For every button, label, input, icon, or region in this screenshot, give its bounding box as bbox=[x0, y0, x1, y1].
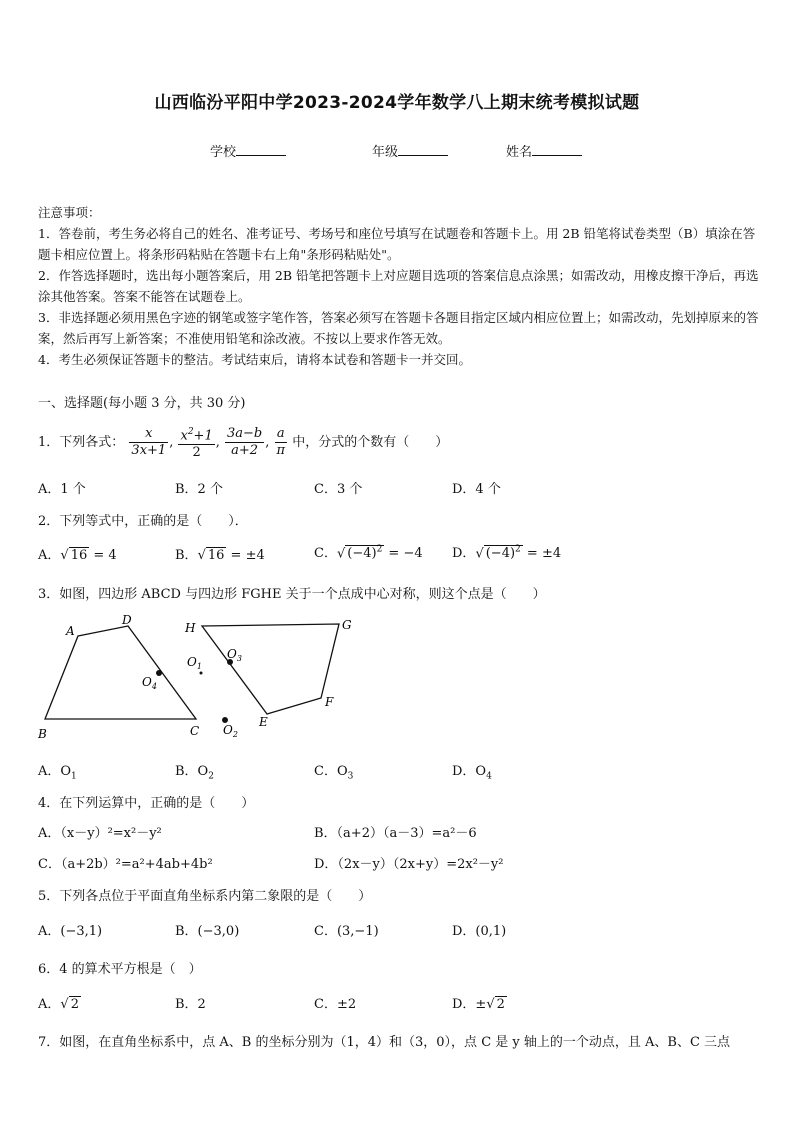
q6-option-d[interactable] bbox=[452, 993, 507, 1012]
point-o4-label: $O_4$ bbox=[142, 675, 157, 691]
q2-option-b-label: B． bbox=[175, 548, 198, 563]
vertex-f-label: F bbox=[325, 695, 334, 709]
q5-option-d[interactable]: D．(0,1) bbox=[452, 924, 507, 939]
q2-option-a-label: A． bbox=[38, 548, 61, 563]
q3-option-a-sub: 1 bbox=[71, 771, 77, 782]
q1-option-c[interactable]: C．3 个 bbox=[314, 482, 363, 497]
q1-prefix: 1．下列各式： bbox=[38, 435, 125, 451]
q5-option-c[interactable]: C．(3,−1) bbox=[314, 924, 379, 939]
grade-field[interactable] bbox=[372, 141, 448, 160]
vertex-a-label: A bbox=[66, 624, 75, 638]
point-o1-label: $O_1$ bbox=[187, 655, 202, 671]
school-field[interactable] bbox=[210, 141, 286, 160]
q3-option-b-sub: 2 bbox=[208, 771, 214, 782]
vertex-h-label: H bbox=[185, 621, 196, 635]
q2-option-c[interactable]: C．√ $(-4)^2 = -4$ bbox=[314, 544, 423, 561]
question-2: 2．下列等式中，正确的是（ ）． bbox=[38, 514, 248, 529]
q4-option-a[interactable]: A．（x－y）²=x²－y² bbox=[38, 826, 162, 841]
q3-option-c[interactable] bbox=[314, 760, 353, 782]
quadrilateral-fghe bbox=[202, 624, 339, 714]
q3-option-d-text: D．O bbox=[452, 764, 487, 779]
q3-option-b[interactable] bbox=[175, 760, 214, 782]
sqrt-expression: √ 2 bbox=[60, 997, 79, 1012]
vertex-b-label: B bbox=[38, 727, 47, 741]
vertex-g-label: G bbox=[342, 618, 352, 632]
grade-blank[interactable] bbox=[398, 142, 448, 156]
q3-option-c-text: C．O bbox=[314, 764, 348, 779]
question-3: 3．如图，四边形 ABCD 与四边形 FGHE 关于一个点成中心对称，则这个点是（ ） bbox=[38, 587, 546, 602]
student-info-row bbox=[0, 141, 794, 161]
notes-heading: 注意事项： bbox=[38, 205, 101, 220]
name-label: 姓名 bbox=[506, 145, 533, 160]
fraction-4: $\frac{a}{\pi}$ bbox=[276, 426, 286, 459]
exam-title: 山西临汾平阳中学2023-2024学年数学八上期末统考模拟试题 bbox=[154, 93, 640, 113]
question-4: 4．在下列运算中，正确的是（ ） bbox=[38, 796, 255, 811]
point-o4 bbox=[156, 670, 162, 676]
name-field[interactable] bbox=[506, 141, 582, 160]
point-o2-label: $O_2$ bbox=[223, 723, 238, 739]
q2-option-b[interactable]: B．√ 16 = ±4 bbox=[175, 548, 265, 563]
sqrt-expression: √ 16 bbox=[60, 548, 88, 563]
fraction-2: $\frac{x^2+1}{2}$ bbox=[178, 424, 214, 461]
section-heading: 一、选择题(每小题 3 分，共 30 分) bbox=[38, 396, 246, 411]
question-5: 5．下列各点位于平面直角坐标系内第二象限的是（ ） bbox=[38, 889, 372, 904]
q3-option-a-text: A．O bbox=[38, 764, 72, 779]
q4-option-b[interactable]: B．（a+2）（a－3）=a²－6 bbox=[314, 826, 477, 841]
sqrt-expression: √ 2 bbox=[486, 997, 505, 1012]
q1-option-b[interactable]: B．2 个 bbox=[175, 482, 223, 497]
q4-option-d[interactable]: D．（2x－y）（2x+y）=2x²－y² bbox=[314, 857, 504, 872]
note-item-1: 1．答卷前，考生务必将自己的姓名、准考证号、考场号和座位号填写在试题卷和答题卡上。用 2B 铅笔将试卷类型（B）填涂在答题卡相应位置上。将条形码粘贴在答题卡右上角"条形码粘贴处"。 bbox=[38, 226, 756, 262]
q5-option-b[interactable]: B．(−3,0) bbox=[175, 924, 240, 939]
q6-option-a-label: A． bbox=[38, 997, 61, 1012]
sqrt-expression: √ 16 bbox=[197, 548, 225, 563]
q4-option-c[interactable]: C．（a+2b）²=a²+4ab+4b² bbox=[38, 857, 213, 872]
q6-option-b[interactable]: B．2 bbox=[175, 997, 206, 1012]
q3-option-b-text: B．O bbox=[175, 764, 209, 779]
point-o1 bbox=[200, 672, 203, 675]
sqrt-expression: √ $(-4)^2$ bbox=[336, 544, 383, 561]
grade-label: 年级 bbox=[372, 145, 399, 160]
q3-option-d-sub: 4 bbox=[486, 771, 492, 782]
point-o3-label: $O_3$ bbox=[227, 647, 242, 663]
quadrilateral-figure bbox=[30, 608, 370, 748]
q3-option-a[interactable] bbox=[38, 760, 77, 782]
q1-option-d[interactable]: D．4 个 bbox=[452, 482, 501, 497]
note-item-2: 2．作答选择题时，选出每小题答案后，用 2B 铅笔把答题卡上对应题目选项的答案信息点涂黑；如需改动，用橡皮擦干净后，再选涂其他答案。答案不能答在试题卷上。 bbox=[38, 268, 759, 304]
q6-option-d-label: D．± bbox=[452, 997, 487, 1012]
q6-option-a[interactable] bbox=[38, 993, 81, 1012]
note-item-4: 4．考生必须保证答题卡的整洁。考试结束后，请将本试卷和答题卡一并交回。 bbox=[38, 352, 471, 367]
school-blank[interactable] bbox=[236, 142, 286, 156]
q2-option-a[interactable]: A．√ 16 = 4 bbox=[38, 548, 117, 563]
q2-option-d[interactable]: D．√ $(-4)^2 = \pm 4$ bbox=[452, 544, 562, 561]
quadrilateral-abcd bbox=[45, 626, 196, 719]
sqrt-expression: √ $(-4)^2$ bbox=[475, 544, 521, 561]
fraction-3: $\frac{3a-b}{a+2}$ bbox=[226, 426, 263, 459]
q1-suffix: 中，分式的个数有（ ） bbox=[292, 435, 449, 451]
q2-option-d-label: D． bbox=[452, 546, 476, 561]
question-1: 1．下列各式： $\frac{x}{3x+1}$ , $\frac{x^2+1}{2}$ , $\frac{3a-b}{a+2}$ , $\frac{a}{\pi}$ 中，分式的个数有（ ） bbox=[38, 424, 448, 461]
q2-option-c-label: C． bbox=[314, 546, 337, 561]
q5-option-a[interactable]: A．(−3,1) bbox=[38, 924, 103, 939]
vertex-e-label: E bbox=[259, 715, 268, 729]
question-6: 6．4 的算术平方根是（ ） bbox=[38, 962, 202, 977]
q3-option-c-sub: 3 bbox=[347, 771, 354, 782]
school-label: 学校 bbox=[210, 145, 237, 160]
vertex-c-label: C bbox=[190, 724, 200, 738]
exam-notes bbox=[38, 202, 760, 370]
question-7: 7．如图，在直角坐标系中，点 A、B 的坐标分别为（1，4）和（3，0），点 C 是 y 轴上的一个动点，且 A、B、C 三点 bbox=[38, 1035, 731, 1050]
fraction-1: $\frac{x}{3x+1}$ bbox=[131, 426, 167, 459]
vertex-d-label: D bbox=[122, 613, 132, 627]
q6-option-c[interactable]: C．±2 bbox=[314, 997, 357, 1012]
q3-option-d[interactable] bbox=[452, 760, 492, 782]
note-item-3: 3．非选择题必须用黑色字迹的钢笔或签字笔作答，答案必须写在答题卡各题目指定区域内相应位置上；如需改动，先划掉原来的答案，然后再写上新答案；不准使用铅笔和涂改液。不按以上要求作答无效。 bbox=[38, 310, 759, 346]
name-blank[interactable] bbox=[532, 142, 582, 156]
q1-option-a[interactable]: A．1 个 bbox=[38, 482, 86, 497]
